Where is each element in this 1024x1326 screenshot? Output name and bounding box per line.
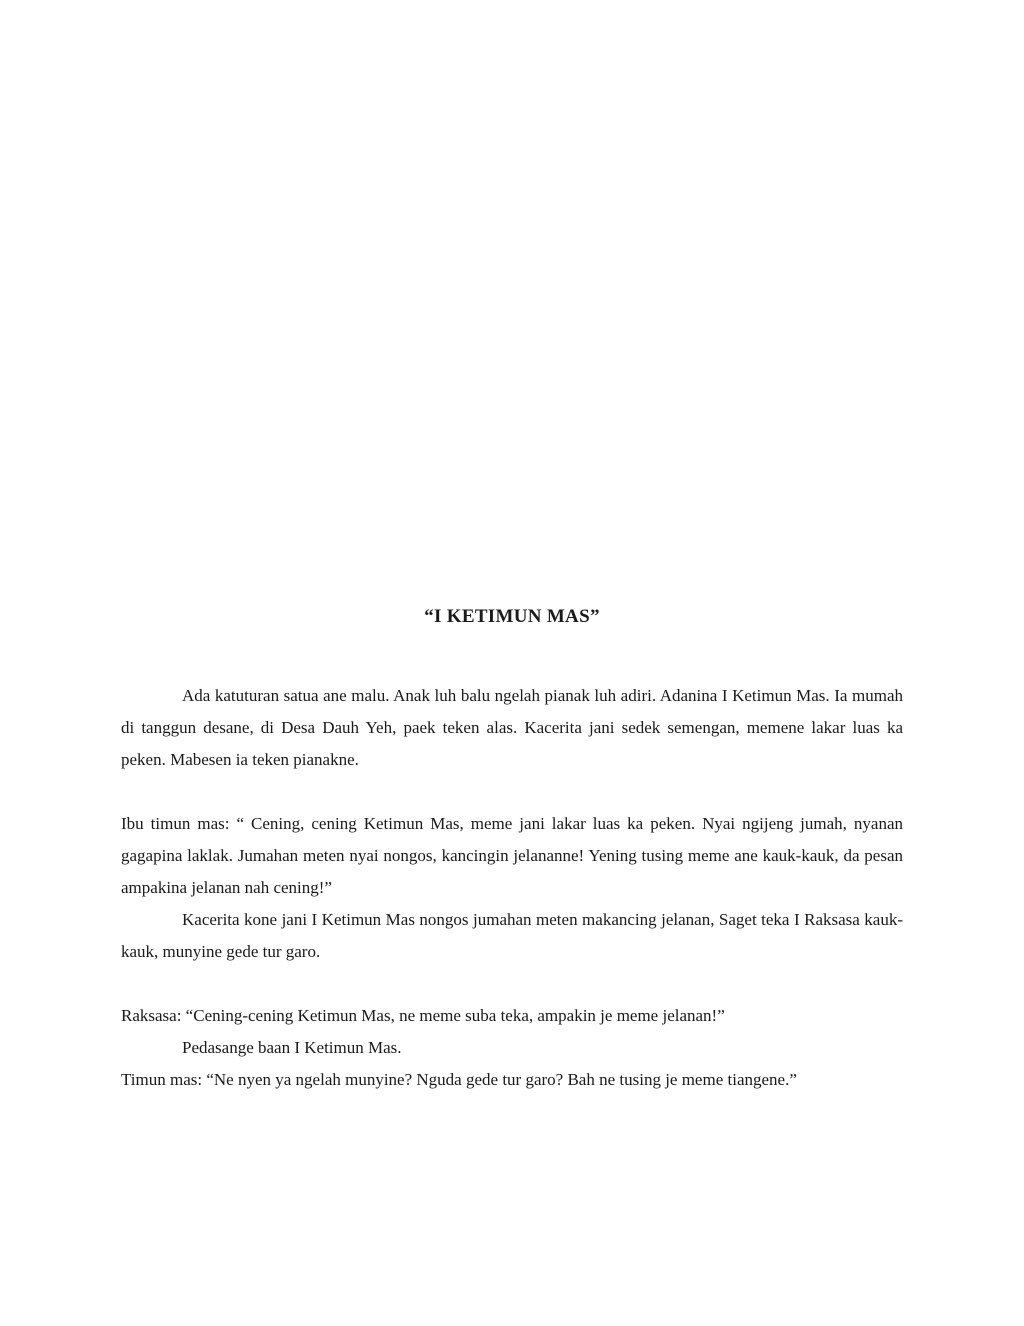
paragraph-narration-listening: Pedasange baan I Ketimun Mas. xyxy=(182,1038,402,1057)
paragraph-narration-raksasa-arrives: Kacerita kone jani I Ketimun Mas nongos jumahan meten makancing jelanan, Saget teka I Raksasa kauk-kauk, munyine gede tur garo. xyxy=(121,910,903,961)
paragraph-intro: Ada katuturan satua ane malu. Anak luh balu ngelah pianak luh adiri. Adanina I Ketimun Mas. Ia mumah di tanggun desane, di Desa Dauh Yeh, paek teken alas. Kacerita jani sedek semengan, memene lakar luas ka peken. Mabesen ia teken pianakne. xyxy=(121,686,903,769)
story-title: “I KETIMUN MAS” xyxy=(424,606,600,627)
paragraph-mother-speech: Ibu timun mas: “ Cening, cening Ketimun Mas, meme jani lakar luas ka peken. Nyai ngijeng jumah, nyanan gagapina laklak. Jumahan meten nyai nongos, kancingin jelananne! Yening tusing meme ane kauk-kauk, da pesan ampakina jelanan nah cening!” xyxy=(121,814,903,897)
paragraph-timun-mas-speech: Timun mas: “Ne nyen ya ngelah munyine? Nguda gede tur garo? Bah ne tusing je meme tiangene.” xyxy=(121,1070,797,1089)
paragraph-raksasa-speech: Raksasa: “Cening-cening Ketimun Mas, ne meme suba teka, ampakin je meme jelanan!” xyxy=(121,1006,725,1025)
story-body xyxy=(121,680,903,1096)
